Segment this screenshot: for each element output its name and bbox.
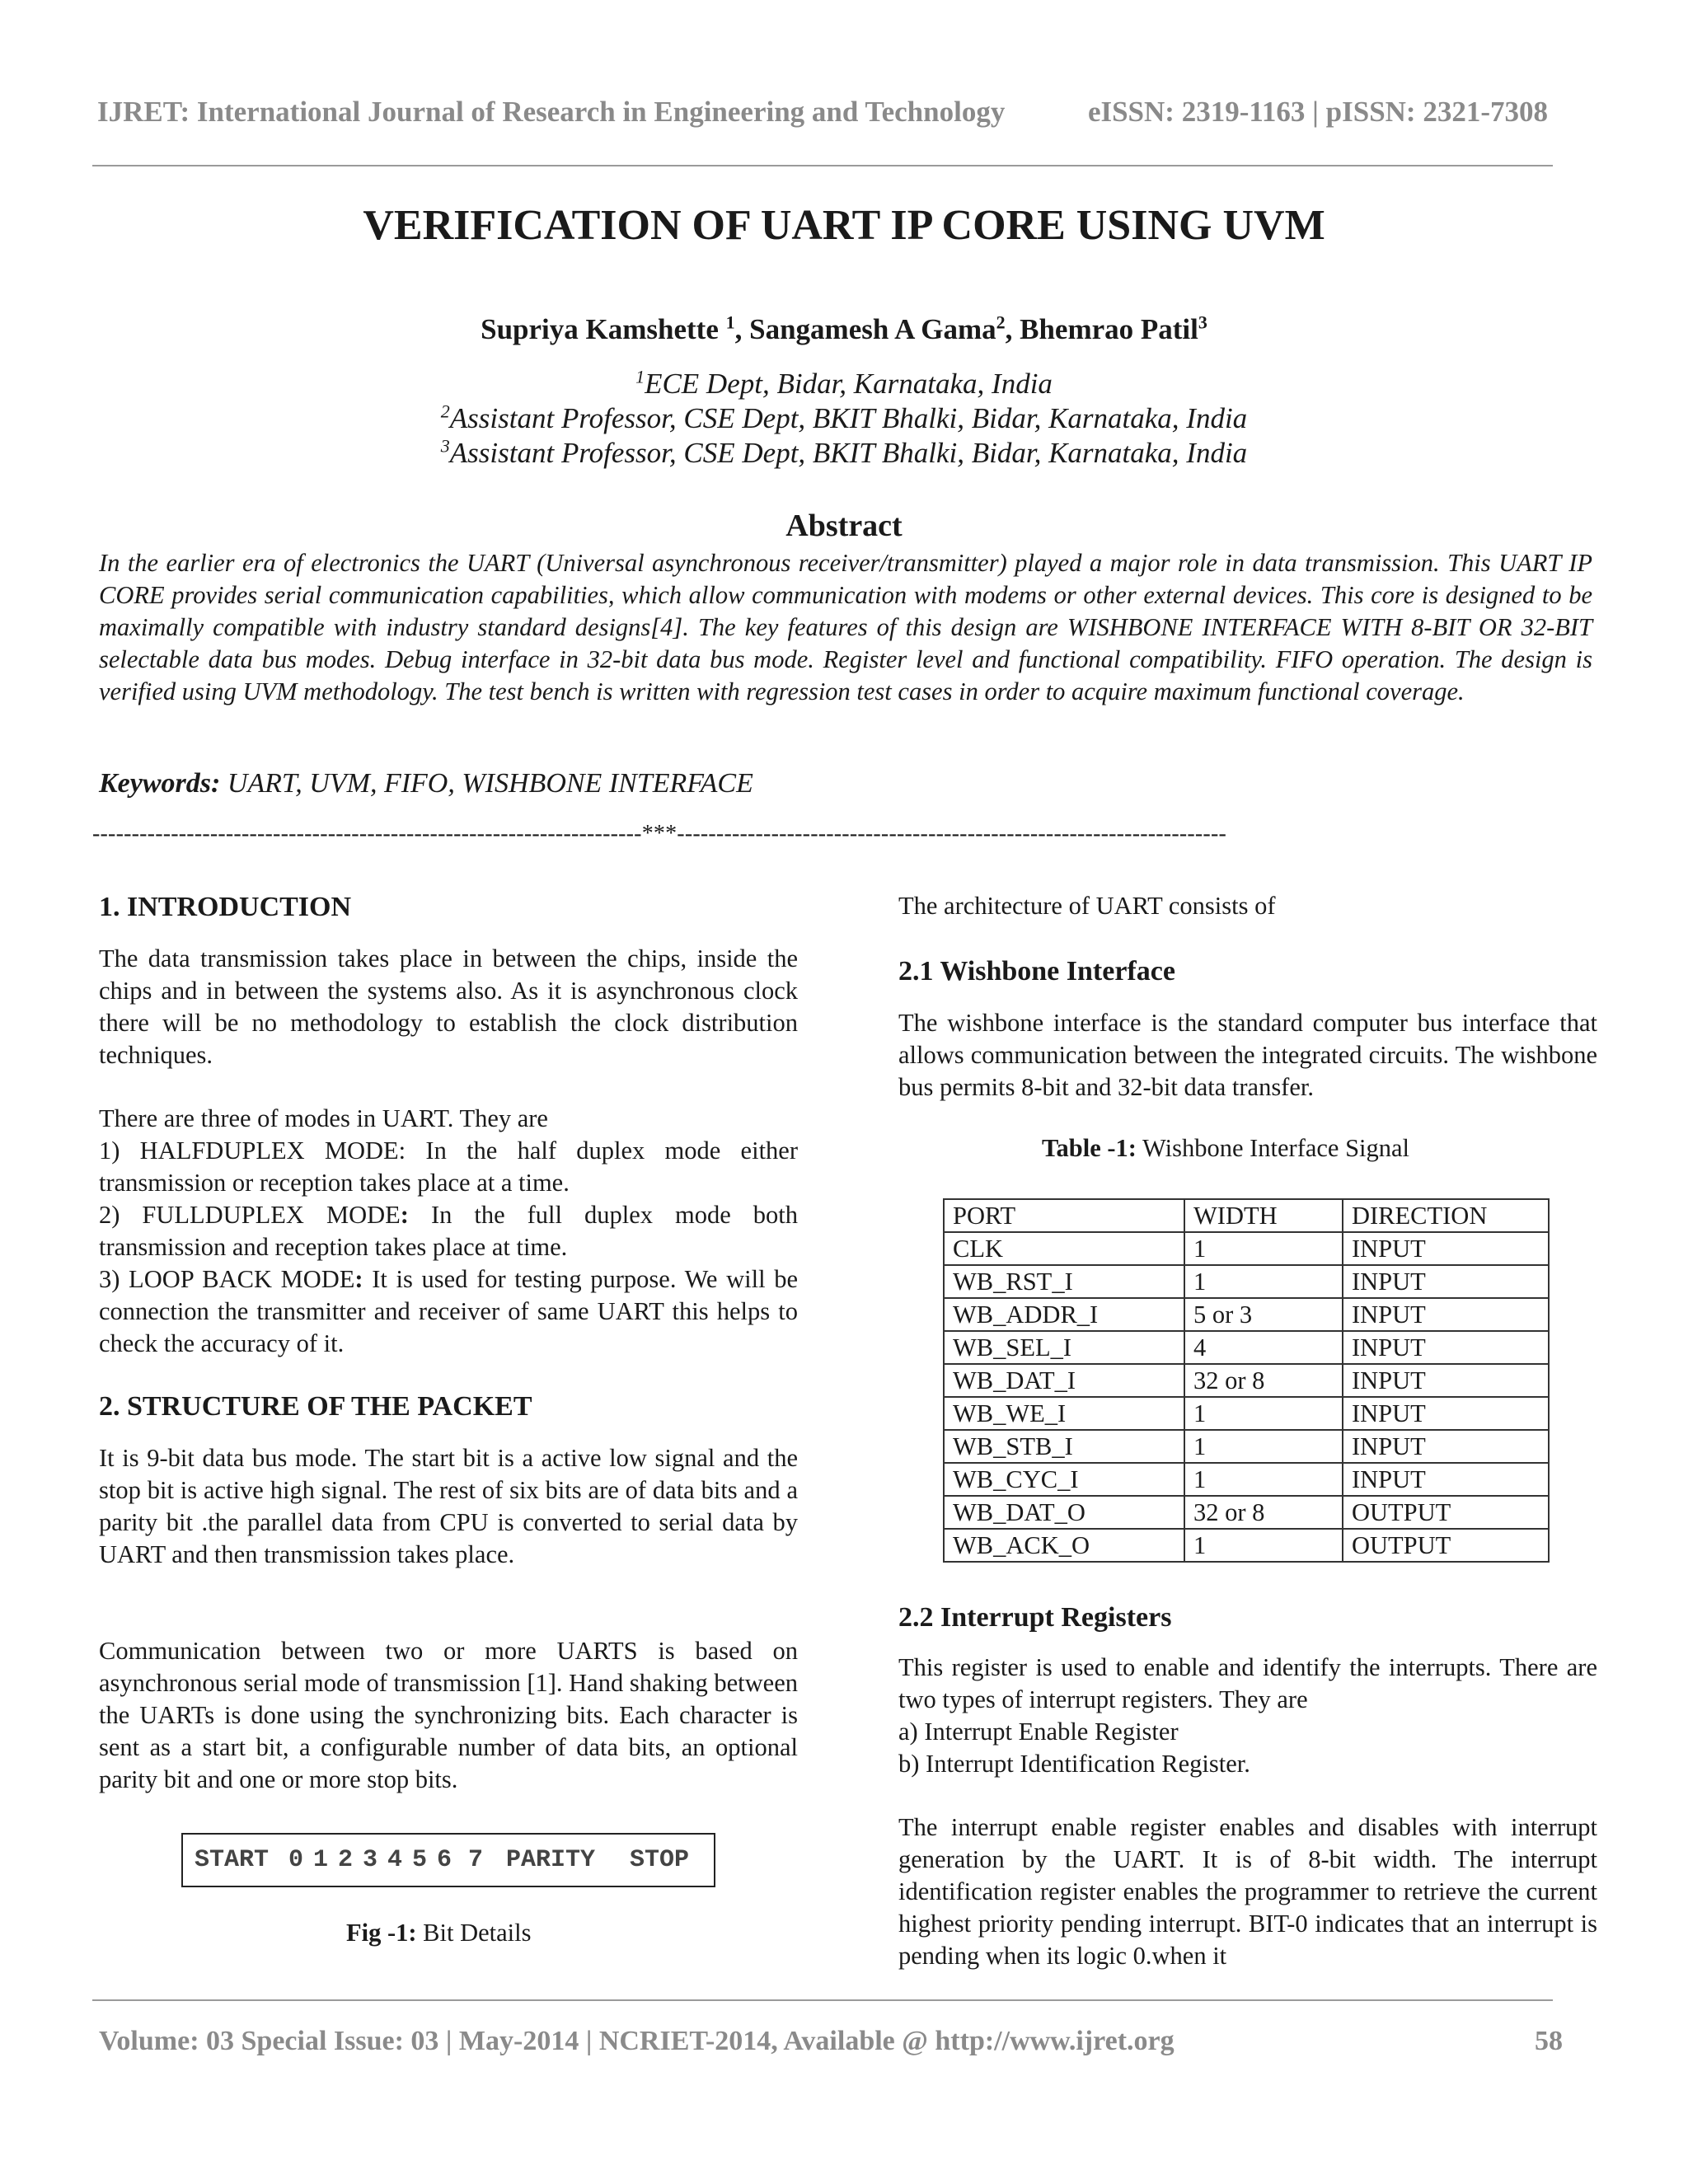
- wishbone-paragraph: The wishbone interface is the standard computer bus interface that allows communication between the integrated circuits. The wishbone bus permits 8-bit and 32-bit data transfer.: [898, 1009, 1597, 1101]
- table-row: [944, 1496, 1549, 1529]
- table-cell: INPUT: [1343, 1265, 1549, 1298]
- keywords-text: UART, UVM, FIFO, WISHBONE INTERFACE: [220, 768, 753, 799]
- mode-loopback-text: It is used for testing purpose. We will be connection the transmitter and receiver of same UART this helps to check the accuracy of it.: [99, 1265, 798, 1357]
- bit-parity: PARITY: [506, 1846, 596, 1874]
- bit-5: 5: [412, 1846, 428, 1874]
- table-cell: OUTPUT: [1343, 1529, 1549, 1562]
- intro-paragraph: The data transmission takes place in between the chips, inside the chips and in between the systems also. As it is asynchronous clock there will be no methodology to establish the clock distribution techniques.: [99, 944, 798, 1069]
- interrupt-item-a: a) Interrupt Enable Register: [898, 1718, 1179, 1746]
- packet-paragraph-1: It is 9-bit data bus mode. The start bit is a active low signal and the stop bit is active high signal. The rest of six bits are of data bits and a parity bit .the parallel data from CPU is converted to serial data by UART and then transmission takes place.: [99, 1444, 798, 1568]
- bit-2: 2: [338, 1846, 354, 1874]
- author-2-sup: 2: [996, 312, 1006, 333]
- table-cell: WB_ADDR_I: [944, 1298, 1184, 1331]
- modes-intro: There are three of modes in UART. They are: [99, 1104, 548, 1132]
- interrupt-item-b: b) Interrupt Identification Register.: [898, 1750, 1250, 1778]
- footer-citation: Volume: 03 Special Issue: 03 | May-2014 | NCRIET-2014, Available @ http://www.ijret.org: [99, 2026, 1175, 2056]
- bit-6: 6: [437, 1846, 452, 1874]
- interrupt-paragraph-2: The interrupt enable register enables and disables with interrupt generation by the UART. It is of 8-bit width. The interrupt identification register enables the programmer to retrieve the current highest priority pending interrupt. BIT-0 indicates that an interrupt is pending when its logic 0.when it: [898, 1813, 1597, 1970]
- keywords: [99, 768, 753, 799]
- interrupt-heading: 2.2 Interrupt Registers: [898, 1602, 1172, 1633]
- author-1: Supriya Kamshette: [481, 313, 726, 345]
- mode-loopback: [99, 1263, 798, 1360]
- table-cell: WB_STB_I: [944, 1430, 1184, 1463]
- table-cell: INPUT: [1343, 1397, 1549, 1430]
- affiliation-2: [0, 402, 1688, 435]
- architecture-intro: The architecture of UART consists of: [898, 892, 1276, 920]
- mode-fullduplex: [99, 1199, 798, 1263]
- table-header-row: [944, 1199, 1549, 1232]
- table-cell: INPUT: [1343, 1430, 1549, 1463]
- paper-title: VERIFICATION OF UART IP CORE USING UVM: [363, 202, 1325, 249]
- mode-loopback-label: 3) LOOP BACK MODE: [99, 1265, 355, 1293]
- affiliation-2-text: Assistant Professor, CSE Dept, BKIT Bhalki, Bidar, Karnataka, India: [449, 402, 1248, 434]
- table-cell: 1: [1184, 1265, 1343, 1298]
- table-row: [944, 1265, 1549, 1298]
- table-cell: INPUT: [1343, 1331, 1549, 1364]
- table-row: [944, 1364, 1549, 1397]
- table-row: [944, 1331, 1549, 1364]
- bit-7: 7: [468, 1846, 484, 1874]
- table-cell: WB_DAT_I: [944, 1364, 1184, 1397]
- table-cell: 32 or 8: [1184, 1496, 1343, 1529]
- figure-caption: [346, 1919, 531, 1947]
- mode-loopback-colon: :: [354, 1265, 363, 1293]
- table-cell: 1: [1184, 1232, 1343, 1265]
- table-header-cell: PORT: [944, 1199, 1184, 1232]
- table-cell: INPUT: [1343, 1463, 1549, 1496]
- abstract-heading: Abstract: [785, 509, 903, 543]
- affiliation-3-text: Assistant Professor, CSE Dept, BKIT Bhalki, Bidar, Karnataka, India: [449, 437, 1248, 469]
- bit-details-figure: [181, 1833, 715, 1887]
- affiliation-1-sup: 1: [635, 366, 645, 387]
- packet-paragraph-2: Communication between two or more UARTS is based on asynchronous serial mode of transmission [1]. Hand shaking between the UARTs is done using the synchronizing bits. Each character is sent as a start bit, a configurable number of data bits, an optional parity bit and one or more stop bits.: [99, 1637, 798, 1793]
- table-header-cell: DIRECTION: [1343, 1199, 1549, 1232]
- table-cell: CLK: [944, 1232, 1184, 1265]
- affiliation-3: [0, 437, 1688, 470]
- interrupt-paragraph-1: This register is used to enable and identify the interrupts. There are two types of interrupt registers. They are: [898, 1653, 1597, 1713]
- bit-start: START: [195, 1846, 270, 1874]
- affiliation-2-sup: 2: [440, 401, 450, 422]
- mode-fullduplex-colon: :: [400, 1201, 409, 1229]
- table-cell: 5 or 3: [1184, 1298, 1343, 1331]
- packet-heading: 2. STRUCTURE OF THE PACKET: [99, 1391, 532, 1422]
- abstract-text: In the earlier era of electronics the UART (Universal asynchronous receiver/transmitter) played a major role in data transmission. This UART IP CORE provides serial communication capabilities, which allow communication with modems or other external devices. This core is designed to be maximally compatible with industry standard designs[4]. The key features of this design are WISHBONE INTERFACE WITH 8-BIT OR 32-BIT selectable data bus modes. Debug interface in 32-bit data bus mode. Register level and functional compatibility. FIFO operation. The design is verified using UVM methodology. The test bench is written with regression test cases in order to acquire maximum functional coverage.: [99, 549, 1592, 705]
- table-cell: OUTPUT: [1343, 1496, 1549, 1529]
- author-1-sup: 1: [725, 312, 735, 333]
- page-number: 58: [1535, 2026, 1563, 2056]
- table-row: [944, 1232, 1549, 1265]
- issn-header: eISSN: 2319-1163 | pISSN: 2321-7308: [1087, 96, 1548, 128]
- wishbone-heading: 2.1 Wishbone Interface: [898, 956, 1175, 987]
- mode-fullduplex-text: In the full duplex mode both transmission and reception takes place at time.: [99, 1201, 798, 1261]
- table-row: [944, 1298, 1549, 1331]
- modes-block: [99, 1103, 798, 1360]
- table-row: [944, 1463, 1549, 1496]
- footer-rule: [92, 1999, 1553, 2001]
- wishbone-signal-table: [943, 1198, 1550, 1563]
- mode-fullduplex-label: 2) FULLDUPLEX MODE: [99, 1201, 401, 1229]
- author-3: , Bhemrao Patil: [1005, 313, 1198, 345]
- bit-stop: STOP: [630, 1846, 690, 1874]
- table-cell: WB_ACK_O: [944, 1529, 1184, 1562]
- table-cell: WB_WE_I: [944, 1397, 1184, 1430]
- table-cell: INPUT: [1343, 1232, 1549, 1265]
- mode-halfduplex-label: 1) HALFDUPLEX MODE:: [99, 1137, 406, 1165]
- figure-caption-label: Fig -1:: [346, 1919, 417, 1947]
- bit-3: 3: [363, 1846, 378, 1874]
- journal-header: IJRET: International Journal of Research in Engineering and Technology: [97, 96, 1006, 128]
- table-header-cell: WIDTH: [1184, 1199, 1343, 1232]
- affiliation-3-sup: 3: [440, 435, 450, 457]
- table-cell: 1: [1184, 1529, 1343, 1562]
- table-cell: INPUT: [1343, 1364, 1549, 1397]
- keywords-label: Keywords:: [99, 768, 221, 799]
- author-line: [0, 313, 1688, 346]
- table-caption-label: Table -1:: [1042, 1134, 1137, 1162]
- figure-caption-text: Bit Details: [416, 1919, 532, 1947]
- bit-1: 1: [313, 1846, 329, 1874]
- table-row: [944, 1397, 1549, 1430]
- bit-0: 0: [288, 1846, 304, 1874]
- header-rule: [92, 165, 1553, 166]
- table-caption-text: Wishbone Interface Signal: [1136, 1134, 1410, 1162]
- table-cell: 32 or 8: [1184, 1364, 1343, 1397]
- intro-heading: 1. INTRODUCTION: [99, 892, 352, 922]
- affiliation-1-text: ECE Dept, Bidar, Karnataka, India: [645, 368, 1053, 400]
- table-cell: WB_DAT_O: [944, 1496, 1184, 1529]
- author-3-sup: 3: [1198, 312, 1207, 333]
- table-cell: 1: [1184, 1463, 1343, 1496]
- table-cell: WB_RST_I: [944, 1265, 1184, 1298]
- table-caption: [1042, 1134, 1409, 1163]
- mode-halfduplex-text: In the half duplex mode either transmission or reception takes place at a time.: [99, 1137, 798, 1197]
- table-cell: 1: [1184, 1397, 1343, 1430]
- mode-halfduplex: [99, 1135, 798, 1199]
- table-cell: WB_CYC_I: [944, 1463, 1184, 1496]
- table-cell: WB_SEL_I: [944, 1331, 1184, 1364]
- section-separator: ----------------------------------------------------------------------***----------------------------------------------------------------------: [92, 821, 1226, 846]
- author-2: , Sangamesh A Gama: [734, 313, 996, 345]
- table-row: [944, 1529, 1549, 1562]
- affiliation-1: [0, 368, 1688, 401]
- table-row: [944, 1430, 1549, 1463]
- table-cell: 4: [1184, 1331, 1343, 1364]
- bit-4: 4: [387, 1846, 403, 1874]
- interrupt-block: [898, 1652, 1597, 1780]
- table-cell: 1: [1184, 1430, 1343, 1463]
- table-cell: INPUT: [1343, 1298, 1549, 1331]
